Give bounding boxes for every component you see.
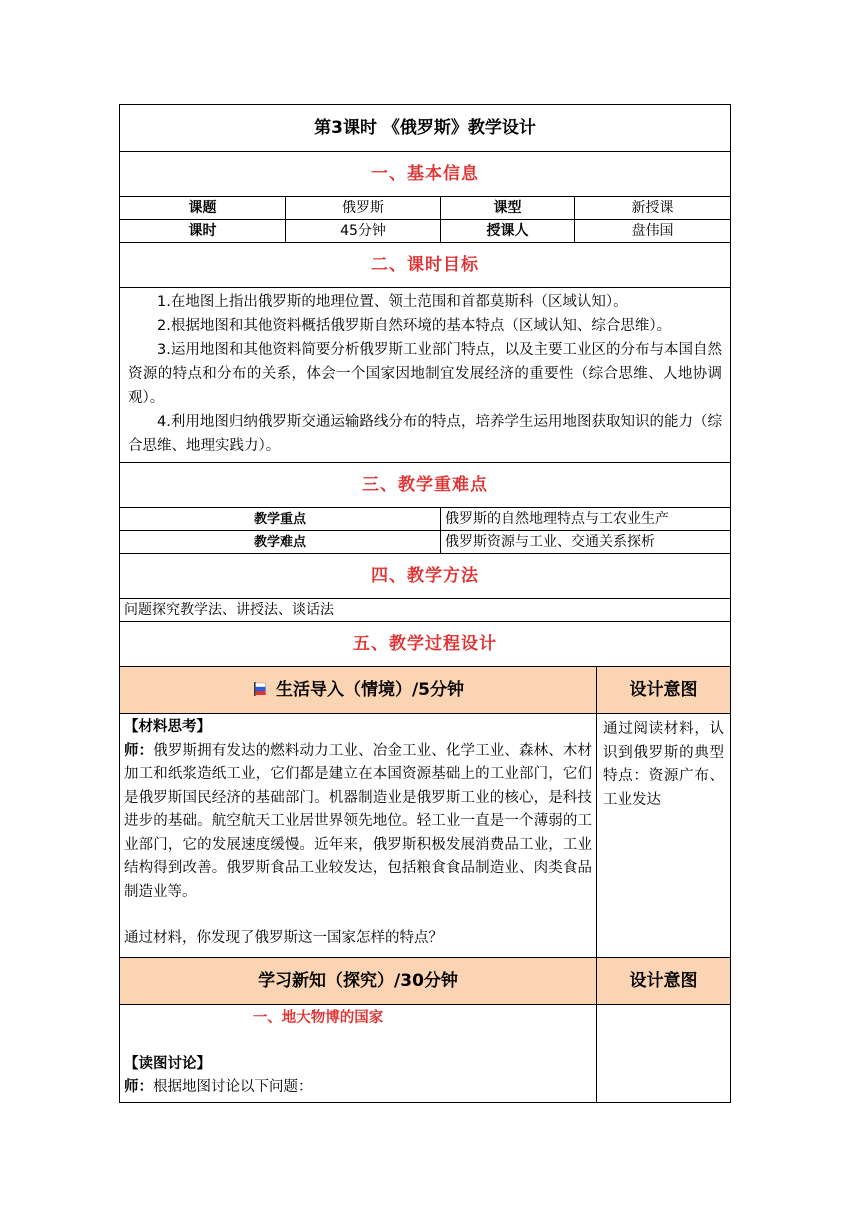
teacher-label: 师： xyxy=(124,1079,153,1095)
material-heading: 【材料思考】 xyxy=(124,719,211,735)
section-heading-process: 五、教学过程设计 xyxy=(120,622,731,667)
info-value: 俄罗斯 xyxy=(286,197,441,220)
info-key: 授课人 xyxy=(441,220,575,243)
focus-key: 教学重点 xyxy=(120,508,441,531)
discuss-line xyxy=(124,1076,592,1100)
lesson-table xyxy=(119,104,731,1103)
info-value: 盘伟国 xyxy=(575,220,731,243)
teacher-label: 师： xyxy=(124,742,154,759)
info-key: 课型 xyxy=(441,197,575,220)
discuss-text: 根据地图讨论以下问题： xyxy=(153,1079,313,1095)
material-question: 通过材料，你发现了俄罗斯这一国家怎样的特点？ xyxy=(124,930,443,946)
page-title: 第3课时 《俄罗斯》教学设计 xyxy=(120,105,731,152)
focus-key: 教学难点 xyxy=(120,531,441,554)
intent-header: 设计意图 xyxy=(597,667,731,714)
info-key: 课时 xyxy=(120,220,286,243)
goal-item: 2.根据地图和其他资料概括俄罗斯自然环境的基本特点（区域认知、综合思维）。 xyxy=(157,318,672,334)
info-row xyxy=(120,220,731,243)
focus-value: 俄罗斯资源与工业、交通关系探析 xyxy=(441,531,731,554)
intent-text: 通过阅读材料，认识到俄罗斯的典型特点：资源广布、工业发达 xyxy=(597,714,731,958)
explore-cell xyxy=(120,1005,597,1103)
focus-row xyxy=(120,531,731,554)
lesson-plan xyxy=(119,104,730,1103)
intent-header: 设计意图 xyxy=(597,958,731,1005)
focus-row xyxy=(120,508,731,531)
material-cell xyxy=(120,714,597,958)
section-heading-goals: 二、课时目标 xyxy=(120,243,731,288)
section-heading-methods: 四、教学方法 xyxy=(120,554,731,599)
info-value: 45分钟 xyxy=(286,220,441,243)
goal-item: 1.在地图上指出俄罗斯的地理位置、领土范围和首都莫斯科（区域认知）。 xyxy=(157,294,628,310)
focus-value: 俄罗斯的自然地理特点与工农业生产 xyxy=(441,508,731,531)
material-text: 俄罗斯拥有发达的燃料动力工业、冶金工业、化学工业、森林、木材加工和纸浆造纸工业，它们都是建立在本国资源基础上的工业部门，它们是俄罗斯国民经济的基础部门。机器制造业是俄罗斯工业的核心，是科技进步的基础。航空航天工业居世界领先地位。轻工业一直是一个薄弱的工业部门，它的发展速度缓慢。近年来，俄罗斯积极发展消费品工业，工业结构得到改善。俄罗斯食品工业较发达，包括粮食食品制造业、肉类食品制造业等。 xyxy=(124,742,593,900)
goal-item: 3.运用地图和其他资料简要分析俄罗斯工业部门特点，以及主要工业区的分布与本国自然资源的特点和分布的关系，体会一个国家因地制宜发展经济的重要性（综合思维、人地协调观）。 xyxy=(128,342,723,406)
flag-icon xyxy=(252,681,268,697)
phase-title: 生活导入（情境）/5分钟 xyxy=(275,680,465,700)
phase-title-cell xyxy=(120,667,597,714)
phase-header-row xyxy=(120,667,731,714)
phase-title: 学习新知（探究）/30分钟 xyxy=(120,958,597,1005)
phase-header-row xyxy=(120,958,731,1005)
section-heading-key-points: 三、教学重难点 xyxy=(120,463,731,508)
intent-empty xyxy=(597,1005,731,1103)
goals-cell xyxy=(120,288,731,463)
goal-item: 4.利用地图归纳俄罗斯交通运输路线分布的特点，培养学生运用地图获取知识的能力（综合思维、地理实践力）。 xyxy=(128,414,723,454)
info-value: 新授课 xyxy=(575,197,731,220)
subsection-heading: 一、地大物博的国家 xyxy=(252,1010,384,1026)
material-paragraph xyxy=(124,740,592,905)
methods-text: 问题探究教学法、讲授法、谈话法 xyxy=(120,599,731,622)
section-heading-basic-info: 一、基本信息 xyxy=(120,152,731,197)
discuss-heading: 【读图讨论】 xyxy=(124,1055,211,1072)
info-key: 课题 xyxy=(120,197,286,220)
info-row xyxy=(120,197,731,220)
